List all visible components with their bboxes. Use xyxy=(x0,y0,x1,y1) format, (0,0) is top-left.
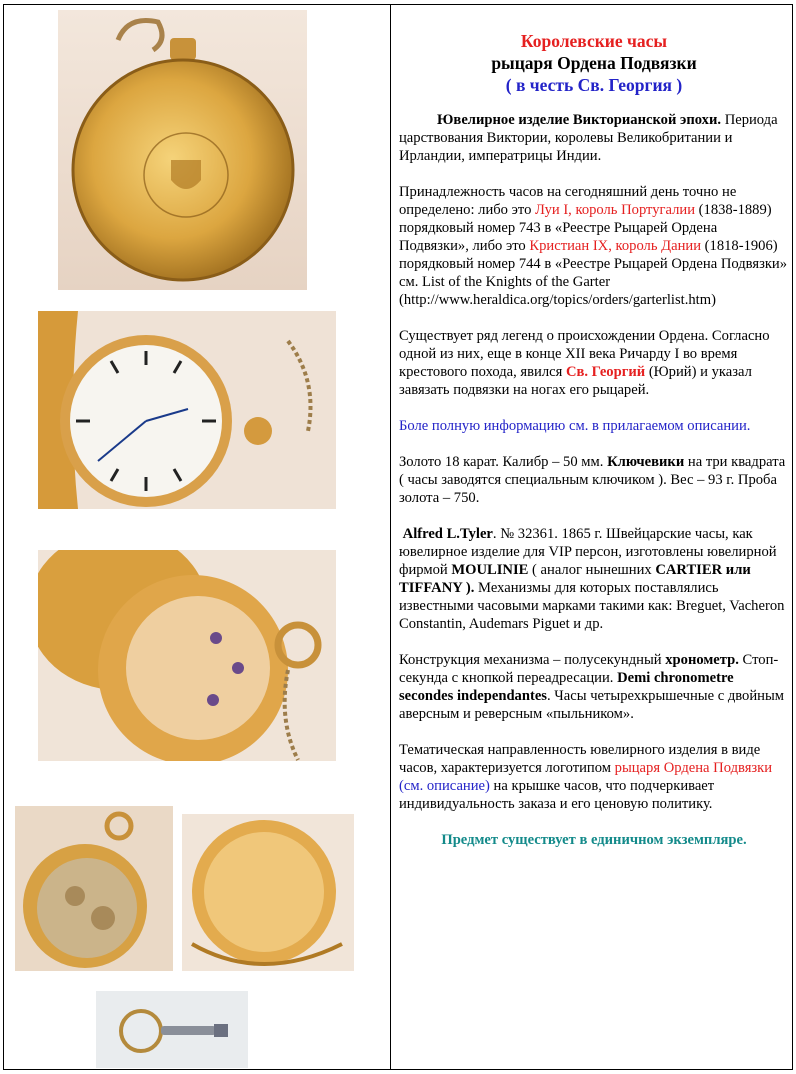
garter-list-ref: см. List of the Knights of the Garter xyxy=(399,274,611,290)
intro-heading: Ювелирное изделие Викторианской эпохи. xyxy=(437,112,722,128)
page-title xyxy=(399,30,789,96)
photo-open-dial xyxy=(38,311,336,509)
photo-case-back xyxy=(38,550,336,761)
photo-closed-case xyxy=(58,10,307,290)
maker-name: Alfred L.Tyler xyxy=(402,526,493,542)
saint-george: Св. Георгий xyxy=(565,364,646,380)
intro-text: Периода царствования Виктории, королевы Великобритании и Ирландии, императрицы Индии. xyxy=(399,112,778,164)
maker-paragraph: Alfred L.Tyler. № 32361. 1865 г. Швейцарские часы, как ювелирное изделие для VIP персон, изготовлены ювелирной фирмой MOULINIE ( аналог нынешних CARTIER или TIFFANY ). Механизмы для которых поставлялись известными часовыми марками такими как: Breguet, Vacheron Constantin, Audemars Piguet и др. xyxy=(399,526,785,632)
thematic-paragraph: Тематическая направленность ювелирного изделия в виде часов, характеризуется логотипом рыцаря Ордена Подвязки (см. описание) на крышке часов, что подчеркивает индивидуальность заказа и его ценовую политику. xyxy=(399,742,773,812)
king-luis: Луи I, король Португалии xyxy=(535,202,696,218)
intro-paragraph xyxy=(399,111,789,165)
column-divider xyxy=(390,4,391,1070)
more-info-note: Боле полную информацию см. в прилагаемом описании. xyxy=(399,418,751,434)
photo-movement xyxy=(15,806,173,971)
garter-logo-ref: рыцаря Ордена Подвязки xyxy=(614,760,773,776)
specs-paragraph: Золото 18 карат. Калибр – 50 мм. Ключевики на три квадрата ( часы заводятся специальным ключиком ). Вес – 93 г. Проба золота – 750. xyxy=(399,454,786,506)
ownership-paragraph: Принадлежность часов на сегодняшний день точно не определено: либо это Луи I, король Португалии (1838-1889) порядковый номер 743 в «Реестре Рыцарей Ордена Подвязки», либо это Кристиан IX, король Дании (1818-1906) порядковый номер 744 в «Реестре Рыцарей Ордена Подвязки» см. List of the Knights of the Garter (http://www.heraldica.org/topics/orders/garterlist.htm) xyxy=(399,184,788,308)
description-column xyxy=(399,30,789,849)
unique-item-note: Предмет существует в единичном экземпляре. xyxy=(441,832,747,848)
title-line-3: ( в честь Св. Георгия ) xyxy=(505,75,683,95)
title-line-1: Королевские часы xyxy=(520,31,668,51)
garter-list-url: (http://www.heraldica.org/topics/orders/garterlist.htm) xyxy=(399,292,716,308)
photo-inner-cover xyxy=(182,814,354,971)
photo-winding-key xyxy=(96,991,248,1068)
title-line-2: рыцаря Ордена Подвязки xyxy=(491,53,697,73)
king-christian: Кристиан IX, король Дании xyxy=(529,238,702,254)
legend-paragraph: Существует ряд легенд о происхождении Ордена. Согласно одной из них, еще в конце XII века Ричарду I во время крестового похода, явился Св. Георгий (Юрий) и указал завязать подвязки на ногах его рыцарей. xyxy=(399,328,770,398)
mechanism-paragraph: Конструкция механизма – полусекундный хронометр. Стоп-секунда с кнопкой переадресации. Demi chronometre secondes independantes. Часы четырехкрышечные с двойным аверсным и реверсным «пыльником». xyxy=(399,652,784,722)
